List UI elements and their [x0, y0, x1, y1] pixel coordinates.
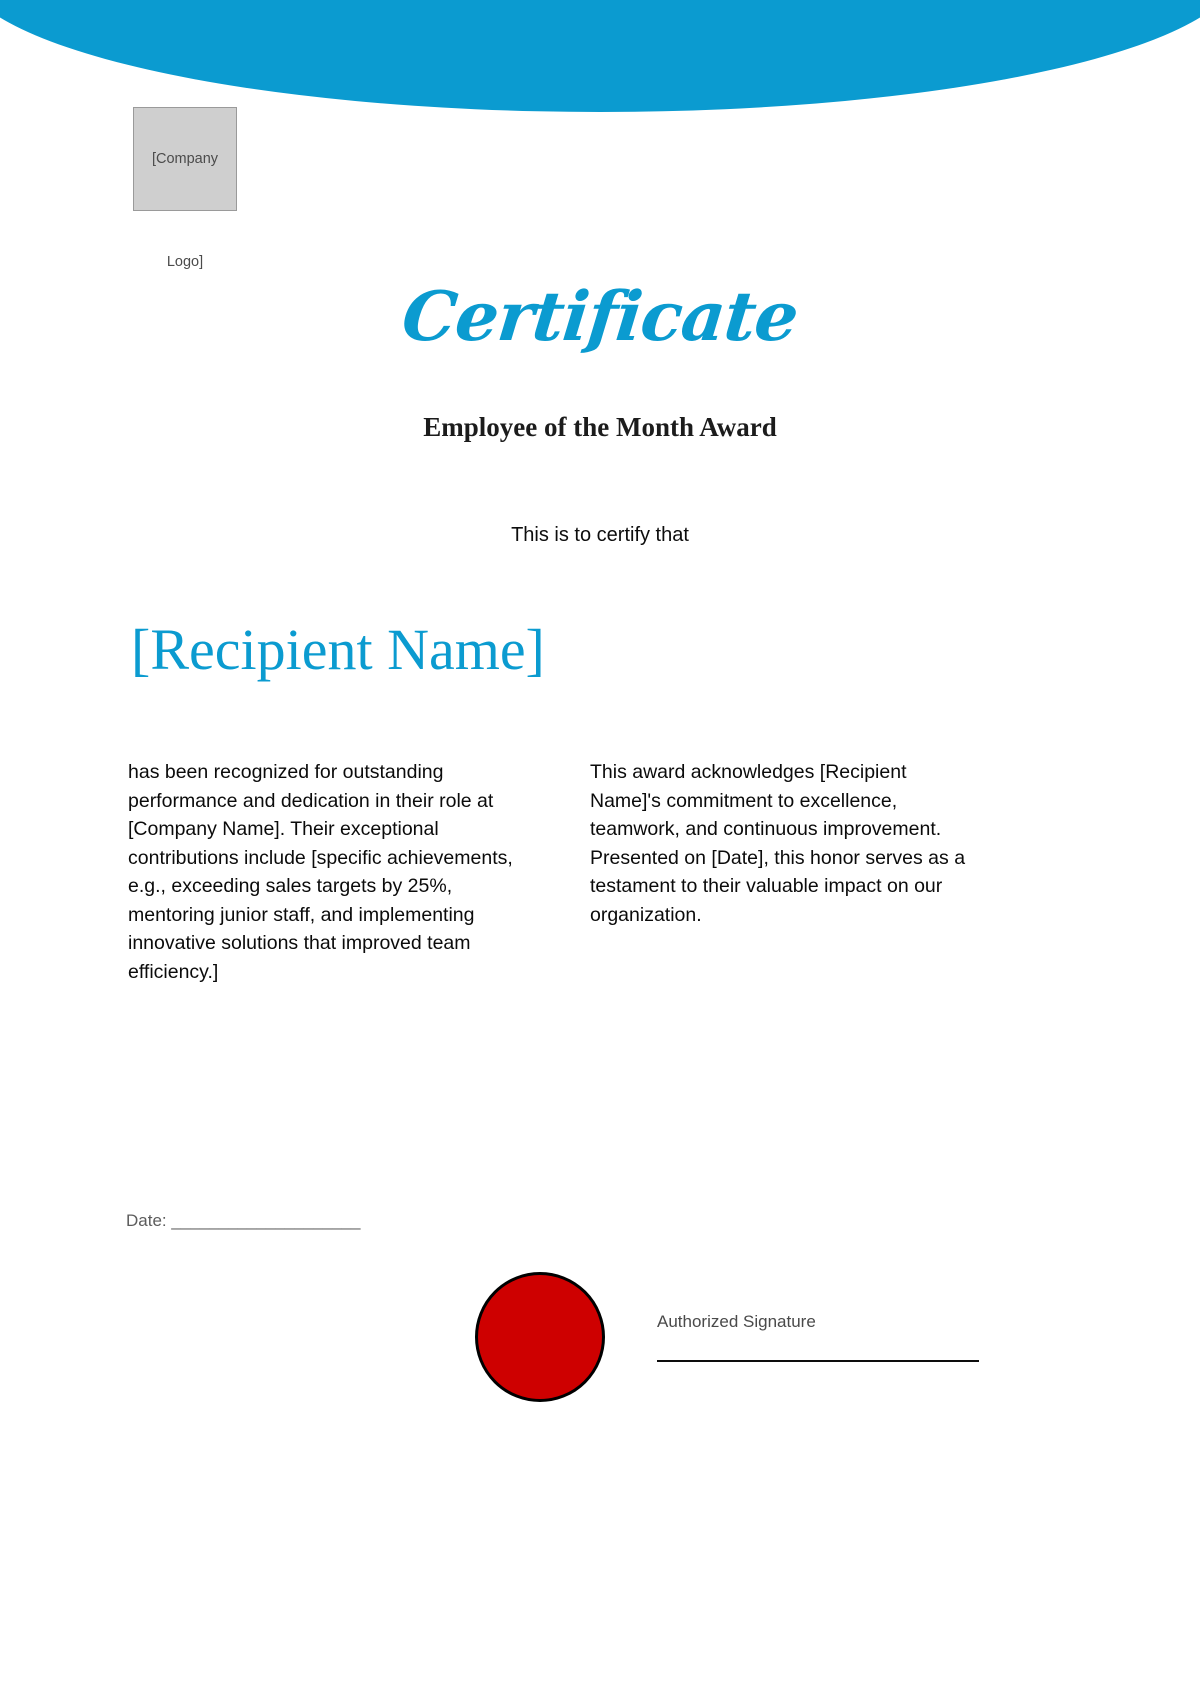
- certificate-subtitle: Employee of the Month Award: [423, 412, 777, 442]
- company-logo-caption: Logo]: [166, 254, 204, 270]
- banner-arc-shape: [0, 0, 1200, 112]
- body-paragraph-right: This award acknowledges [Recipient Name]'s commitment to excellence, teamwork, and continuous improvement. Presented on [Date], this honor serves as a testament to their valuable impact on our organization.: [590, 761, 966, 926]
- top-banner: [0, 0, 1200, 112]
- company-logo-placeholder[interactable]: [133, 107, 237, 211]
- certificate-title: Certificate: [398, 277, 802, 357]
- authorized-signature-label: Authorized Signature: [657, 1312, 816, 1331]
- body-paragraph-left: has been recognized for outstanding performance and dedication in their role at [Company Name]. Their exceptional contributions include [specific achievements, e.g., exceeding sales targets by 25%, mentoring junior staff, and implementing innovative solutions that improved team efficiency.]: [128, 761, 513, 983]
- body-text-columns: [128, 758, 1072, 986]
- certify-statement: This is to certify that: [511, 524, 689, 546]
- recipient-name: [Recipient Name]: [131, 617, 545, 682]
- company-logo-placeholder-text: [Company: [151, 151, 219, 167]
- signature-block: [657, 1312, 979, 1362]
- official-seal-icon: [475, 1272, 605, 1402]
- date-field[interactable]: Date: ____________________: [126, 1211, 361, 1230]
- signature-line[interactable]: [657, 1360, 979, 1362]
